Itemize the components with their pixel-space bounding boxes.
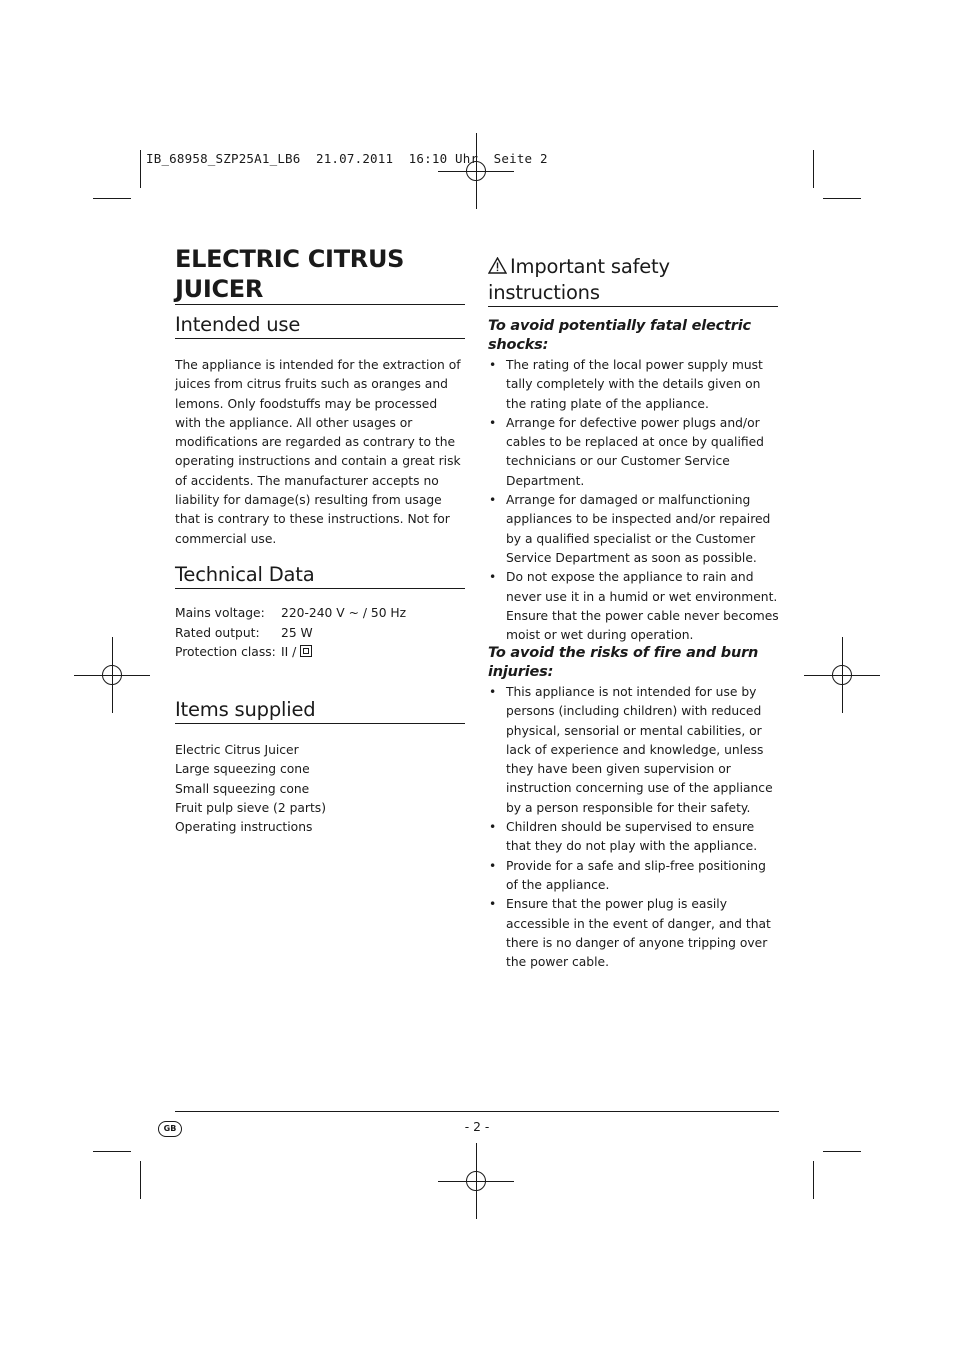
- technical-data-heading: Technical Data: [175, 562, 465, 589]
- crop-mark: [813, 150, 814, 188]
- list-item: • Children should be supervised to ensure that they do not play with the appliance.: [488, 818, 779, 857]
- crop-mark: [140, 150, 141, 188]
- intended-use-text: The appliance is intended for the extraction of juices from citrus fruits such as oranges and lemons. Only foodstuffs may be processed with the appliance. All other usages or modifications are regarded as contrary to the operating instructions and contain a great risk of accidents. The manufacturer accepts no liability for damage(s) resulting from usage that is contrary to these instructions. Not for commercial use.: [175, 358, 461, 546]
- electric-shock-list: [488, 356, 779, 645]
- technical-data-table: [175, 606, 406, 665]
- language-badge: GB: [158, 1121, 182, 1137]
- list-item: • Provide for a safe and slip-free positioning of the appliance.: [488, 857, 779, 896]
- crop-mark: [823, 1151, 861, 1152]
- list-item: • Ensure that the power plug is easily accessible in the event of danger, and that there is no danger of anyone tripping over the power cable.: [488, 895, 779, 972]
- page-number: - 2 -: [464, 1120, 490, 1134]
- safety-heading-text: Important safety instructions: [488, 255, 670, 304]
- page-title: ELECTRIC CITRUS JUICER: [175, 244, 465, 305]
- table-row: [175, 626, 406, 646]
- print-slug: IB_68958_SZP25A1_LB6 21.07.2011 16:10 Uhr Seite 2: [146, 151, 548, 166]
- registration-mark-bottom: [438, 1143, 514, 1219]
- intended-use-heading: Intended use: [175, 312, 465, 339]
- protection-class-ii-icon: [300, 645, 312, 657]
- list-item: • Arrange for defective power plugs and/or cables to be replaced at once by qualified technicians or our Customer Service Department.: [488, 414, 779, 491]
- crop-mark: [93, 198, 131, 199]
- crop-mark: [823, 198, 861, 199]
- list-item: Small squeezing cone: [175, 781, 310, 796]
- list-item: Operating instructions: [175, 820, 313, 835]
- registration-mark-right: [804, 637, 880, 713]
- list-item: Large squeezing cone: [175, 762, 310, 777]
- table-row: [175, 645, 406, 665]
- electric-shock-heading: To avoid potentially fatal electric shocks:: [488, 318, 751, 353]
- fire-burn-heading: To avoid the risks of fire and burn injuries:: [488, 645, 759, 680]
- warning-triangle-icon: [488, 254, 510, 280]
- tech-value-cell: [281, 645, 406, 665]
- registration-mark-left: [74, 637, 150, 713]
- tech-value: 25 W: [281, 625, 313, 640]
- list-item: • Arrange for damaged or malfunctioning appliances to be inspected and/or repaired by a qualified specialist or the Customer Service Department as soon as possible.: [488, 491, 779, 568]
- tech-label: Mains voltage:: [175, 606, 265, 620]
- crop-mark: [140, 1161, 141, 1199]
- tech-label: Rated output:: [175, 625, 260, 640]
- list-item: • This appliance is not intended for use by persons (including children) with reduced physical, sensorial or mental cabilities, or lack of experience and knowledge, unless they have been given supervision or instruction concerning use of the appliance by a person responsible for their safety.: [488, 683, 779, 818]
- list-item: Fruit pulp sieve (2 parts): [175, 800, 326, 815]
- fire-burn-list: [488, 683, 779, 972]
- crop-mark: [813, 1161, 814, 1199]
- tech-value: II /: [281, 645, 297, 659]
- table-row: [175, 606, 406, 626]
- footer-rule: [175, 1111, 779, 1112]
- registration-mark-top: [438, 133, 514, 209]
- items-supplied-heading: Items supplied: [175, 697, 465, 724]
- crop-mark: [93, 1151, 131, 1152]
- list-item: • The rating of the local power supply must tally completely with the details given on the rating plate of the appliance.: [488, 356, 779, 414]
- tech-value: 220-240 V ~ / 50 Hz: [281, 606, 407, 620]
- tech-label: Protection class:: [175, 645, 276, 659]
- items-supplied-list: [175, 741, 465, 837]
- list-item: Electric Citrus Juicer: [175, 743, 299, 757]
- safety-heading: [488, 254, 778, 307]
- list-item: • Do not expose the appliance to rain and never use it in a humid or wet environment. Ensure that the power cable never becomes moist or wet during operation.: [488, 568, 779, 645]
